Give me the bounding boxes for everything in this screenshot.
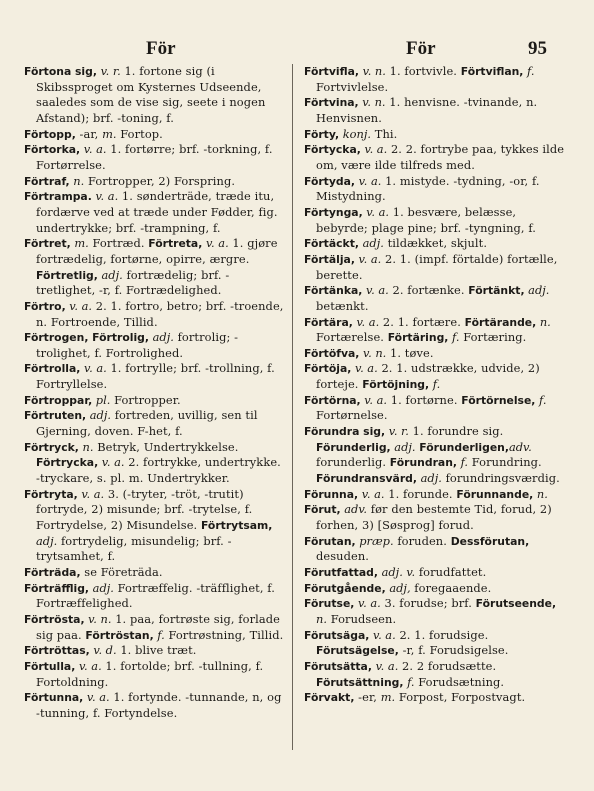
headword: Förundransvärd,	[316, 472, 417, 486]
definition-text: foregaaende.	[410, 580, 492, 595]
definition-text: 2. 1. udstrække, udvide, 2) forteje.	[316, 361, 540, 392]
definition-text: 2. 2 forudsætte.	[398, 658, 497, 673]
dictionary-entry	[304, 596, 568, 627]
definition-text: Forpost, Forpostvagt.	[395, 690, 526, 705]
definition-text: 1. mistyde. -tydning, -or, f. Mistydning.	[316, 173, 540, 204]
definition-text: 1. forundre sig.	[408, 424, 504, 439]
headword: Förtröttas,	[24, 644, 90, 658]
headword: Förtöja,	[304, 362, 352, 376]
dictionary-entry	[304, 690, 568, 706]
page-header	[0, 38, 594, 62]
dictionary-entry	[304, 127, 568, 143]
definition-text: 1. forunde.	[384, 486, 457, 501]
definition-text: Fortrøstning, Tillid.	[164, 627, 284, 642]
headword: Förundran,	[389, 456, 457, 470]
grammar-label: v. a.	[91, 189, 119, 204]
grammar-label: v. a.	[369, 627, 396, 642]
grammar-label: v. a.	[80, 361, 107, 376]
grammar-label: v. a.	[360, 392, 388, 407]
grammar-label: adj.	[358, 236, 384, 251]
headword: Förtorka,	[24, 143, 81, 157]
headword: Förtöfva,	[304, 346, 360, 360]
grammar-label: præp.	[355, 533, 394, 548]
dictionary-entry	[24, 690, 288, 721]
headword: Förtretlig,	[36, 268, 98, 282]
grammar-label: f.	[429, 377, 441, 392]
definition-text: 1. gjøre fortrædelig, fortørne, opirre, ærgre.	[36, 236, 278, 266]
dictionary-entry	[24, 440, 288, 487]
headword: Förtrycka,	[36, 456, 99, 470]
headword: Förtörnelse,	[461, 393, 536, 407]
definition-text: fortreden, uvillig, sen til Gjerning, doven. F-het, f.	[36, 408, 258, 439]
grammar-label: n.	[69, 173, 85, 188]
dictionary-entry	[24, 393, 288, 409]
headword: Förtulla,	[24, 659, 76, 673]
dictionary-entry	[304, 95, 568, 126]
dictionary-entry	[304, 283, 568, 314]
dictionary-entry	[24, 189, 288, 236]
headword: Förtviflan,	[460, 65, 524, 78]
definition-text: betænkt.	[316, 298, 369, 313]
running-head-left: För	[146, 38, 176, 59]
grammar-label: adj.	[86, 408, 111, 423]
definition-text: 2. 1. fortro, betro; brf. -troende, n. Fortroende, Tillid.	[36, 298, 284, 329]
grammar-label: v. a.	[83, 690, 110, 705]
dictionary-entry	[24, 127, 288, 143]
dictionary-entry	[24, 408, 288, 439]
definition-text: Thi.	[371, 126, 398, 141]
definition-text: Fortvivlelse.	[316, 79, 389, 94]
definition-text: Betryk, Undertrykkelse.	[93, 439, 239, 454]
grammar-label: adv.	[508, 439, 532, 454]
grammar-label: v. a.	[354, 251, 382, 266]
definition-text: 1. sønderträde, træde itu, fordærve ved at træde under Fødder, fig. undertrykke; brf. -trampning, f.	[36, 189, 278, 235]
definition-text: Fortropper.	[110, 392, 181, 407]
headword: Förtreta,	[148, 237, 203, 251]
definition-text: forudfattet.	[415, 565, 487, 579]
dictionary-entry	[24, 142, 288, 173]
grammar-label: adj.	[36, 533, 58, 548]
definition-text: 1. besvære, belæsse, bebyrde; plage pine; brf. -tyngning, f.	[316, 204, 536, 235]
headword: Förtälja,	[304, 252, 355, 266]
headword: Förundra sig,	[304, 425, 386, 439]
running-head-right: För	[406, 38, 436, 59]
grammar-label: f.	[448, 330, 460, 345]
grammar-label: v. a.	[202, 236, 229, 251]
headword: Förtrampa.	[24, 190, 92, 204]
grammar-label: adj.	[524, 283, 550, 298]
grammar-label: v. n.	[84, 611, 112, 626]
dictionary-entry	[304, 534, 568, 565]
dictionary-entry	[24, 659, 288, 690]
grammar-label: v. a.	[65, 298, 93, 313]
grammar-label: m.	[380, 690, 396, 705]
grammar-label: v. a.	[362, 204, 390, 219]
definition-text: 1. paa, fortrøste sig, forlade sig paa.	[36, 611, 280, 642]
definition-text: 1. fortolde; brf. -tullning, f. Fortoldning.	[36, 658, 264, 689]
grammar-label: adj.	[89, 580, 114, 595]
headword: Förtrösta,	[24, 612, 85, 626]
grammar-label: m.	[102, 126, 117, 141]
headword: Förutsätta,	[304, 659, 372, 673]
grammar-label: v. r.	[96, 64, 121, 78]
headword: Förtruten,	[24, 409, 87, 423]
definition-text: Fortræd.	[88, 236, 149, 251]
headword: Förtret,	[24, 237, 71, 251]
definition-text: forundringsværdig.	[441, 471, 560, 486]
grammar-label: f.	[523, 64, 535, 78]
grammar-label: v. a.	[355, 173, 382, 188]
headword: Förtvifla,	[304, 65, 359, 78]
grammar-label: v. a.	[360, 142, 388, 157]
definition-text: Fortræffelig. -träfflighet, f. Fortræffelighed.	[36, 580, 275, 611]
headword: Förutsäga,	[304, 628, 370, 642]
headword: Dessförutan,	[450, 534, 530, 548]
headword: Förutse,	[304, 597, 355, 611]
headword: Förtryta,	[24, 487, 78, 501]
headword: Förty,	[304, 127, 340, 141]
definition-text: foruden.	[393, 533, 451, 548]
dictionary-entry	[304, 236, 568, 252]
grammar-label: v. a.	[358, 486, 385, 501]
grammar-label: v. d.	[89, 643, 117, 658]
right-column	[304, 64, 568, 706]
definition-text: 1. fortørre; brf. -torkning, f. Fortørrelse.	[36, 142, 273, 172]
grammar-label: adv.	[340, 502, 368, 517]
grammar-label: adj.	[390, 439, 416, 454]
definition-text: Fortærelse.	[316, 330, 388, 345]
grammar-label: v. a.	[351, 361, 378, 376]
grammar-label: f.	[403, 674, 415, 689]
grammar-label: adj.	[149, 330, 174, 345]
definition-text: 1. fortynde. -tunnande, n, og -tunning, f. Fortyndelse.	[36, 690, 282, 720]
definition-text: 2. 1. fortære.	[379, 314, 465, 329]
headword: Förtona sig,	[24, 65, 97, 78]
grammar-label: pl.	[92, 392, 111, 407]
definition-text: 2. fortrykke, undertrykke. -tryckare, s. pl. m. Undertrykker.	[36, 455, 281, 486]
definition-text: Forudseen.	[326, 611, 397, 626]
grammar-label: v. n.	[359, 345, 387, 360]
dictionary-entry	[24, 330, 288, 361]
grammar-label: n.	[533, 486, 548, 501]
headword: Förtunna,	[24, 691, 84, 705]
headword: Förtryck,	[24, 440, 79, 454]
definition-text: fortrolig; -trolighet, f. Fortrolighed.	[36, 330, 239, 360]
grammar-label: v. a.	[98, 455, 125, 470]
dictionary-entry	[304, 393, 568, 424]
headword: Förträfflig,	[24, 581, 90, 595]
grammar-label: v. a.	[352, 314, 380, 329]
grammar-label: f.	[456, 455, 469, 470]
dictionary-entry	[304, 142, 568, 173]
grammar-label: v. a.	[362, 283, 389, 298]
headword: Förtrolla,	[24, 362, 81, 376]
grammar-label: v. a.	[77, 486, 105, 501]
dictionary-entry	[304, 487, 568, 503]
headword: Förtäckt,	[304, 237, 359, 251]
grammar-label: m.	[70, 236, 89, 251]
dictionary-entry	[24, 565, 288, 581]
definition-text: -er,	[354, 690, 381, 705]
headword: Förtära,	[304, 315, 353, 329]
headword: Förutsättning,	[316, 675, 404, 689]
definition-text: 2. 1. forudsige.	[395, 627, 489, 642]
grammar-label: adj,	[385, 580, 411, 595]
headword: Förut,	[304, 503, 341, 517]
headword: Förtopp,	[24, 127, 76, 141]
dictionary-entry	[304, 361, 568, 392]
grammar-label: n.	[536, 314, 551, 329]
headword: Förutseende,	[475, 597, 557, 611]
headword: Förutan,	[304, 534, 356, 548]
dictionary-entry	[24, 361, 288, 392]
dictionary-entry	[304, 205, 568, 236]
definition-text: 1. tøve.	[386, 345, 434, 360]
headword: Förtvina,	[304, 96, 359, 110]
headword: Förtänka,	[304, 284, 363, 298]
grammar-label: adj. v.	[377, 565, 416, 579]
grammar-label: adj.	[97, 267, 123, 282]
grammar-label: konj.	[339, 126, 372, 141]
dictionary-entry	[24, 612, 288, 643]
headword: Förtroppar,	[24, 393, 93, 407]
headword: Förunna,	[304, 487, 359, 501]
headword: Förtraf,	[24, 174, 70, 188]
definition-text: Fortæring.	[459, 330, 527, 345]
grammar-label: v. a.	[354, 596, 381, 611]
definition-text: se Företräda.	[80, 565, 163, 579]
column-divider	[292, 64, 293, 750]
definition-text: 1. blive træt.	[116, 643, 197, 658]
grammar-label: v. a.	[371, 658, 399, 673]
dictionary-entry	[24, 174, 288, 190]
headword: Förunnande,	[456, 487, 534, 501]
definition-text: Fortørnelse.	[316, 408, 388, 423]
dictionary-entry	[24, 487, 288, 565]
definition-text: tildækket, skjult.	[383, 236, 488, 251]
headword: Förtyda,	[304, 174, 355, 188]
dictionary-entry	[304, 346, 568, 362]
definition-text: 3. forudse; brf.	[380, 596, 476, 611]
headword: Förtänkt,	[468, 284, 525, 298]
dictionary-entry	[24, 643, 288, 659]
headword: Förtärande,	[464, 315, 537, 329]
definition-text: 2. 1. (impf. förtalde) fortælle, berette.	[316, 251, 558, 282]
headword: Förtröstan,	[85, 628, 154, 642]
headword: Förtynga,	[304, 205, 363, 219]
headword: Förvakt,	[304, 691, 355, 705]
dictionary-entry	[304, 174, 568, 205]
grammar-label: v. n.	[358, 64, 386, 78]
grammar-label: v. n.	[358, 95, 386, 110]
dictionary-entry	[24, 299, 288, 330]
definition-text: Forundring.	[468, 455, 542, 470]
definition-text: før den bestemte Tid, forud, 2) forhen, 3) [Søsprog] forud.	[316, 502, 552, 533]
dictionary-entry	[304, 581, 568, 597]
definition-text: desuden.	[316, 549, 370, 564]
definition-text: 1. fortørne.	[387, 392, 462, 407]
dictionary-entry	[304, 502, 568, 533]
headword: Förunderlig,	[316, 440, 391, 454]
definition-text: fortrydelig, misundelig; brf. -trytsamhet, f.	[36, 533, 232, 564]
headword: Förutfattad,	[304, 566, 378, 579]
page-number: 95	[528, 38, 547, 59]
dictionary-entry	[24, 236, 288, 299]
grammar-label: v. r.	[385, 424, 409, 439]
dictionary-entry	[24, 581, 288, 612]
grammar-label: v. a.	[80, 142, 107, 157]
definition-text: 1. fortone sig (i Skibssproget om Kysternes Udseende, saaledes som de vise sig, seete i nogen Afstand); brf. -toning, f.	[36, 64, 266, 125]
grammar-label: n.	[316, 611, 327, 626]
definition-text: 1. henvisne. -tvinande, n. Henvisnen.	[316, 95, 538, 125]
headword: Förtrogen, Förtrolig,	[24, 331, 149, 345]
headword: Förtöjning,	[362, 378, 430, 392]
dictionary-entry	[304, 252, 568, 283]
definition-text: -r, f. Forudsigelse.	[398, 643, 509, 658]
headword: Förtro,	[24, 299, 66, 313]
definition-text: 2. 2. fortrybe paa, tykkes ilde om, være ilde tilfreds med.	[316, 142, 565, 172]
grammar-label: f.	[153, 627, 165, 642]
dictionary-entry	[304, 315, 568, 346]
dictionary-entry	[304, 659, 568, 690]
grammar-label: adj.	[416, 471, 442, 486]
headword: Förtycka,	[304, 143, 361, 157]
headword: Förutsägelse,	[316, 644, 399, 658]
dictionary-entry	[304, 628, 568, 659]
definition-text: fortrædelig; brf. -tretlighet, -r, f. Fortrædelighed.	[36, 267, 230, 298]
definition-text: 1. fortvivle.	[385, 64, 461, 78]
grammar-label: n.	[78, 439, 94, 454]
headword: Förutgående,	[304, 581, 386, 595]
dictionary-entry	[24, 64, 288, 127]
dictionary-entry	[304, 64, 568, 95]
definition-text: -ar,	[75, 126, 103, 141]
definition-text: Fortop.	[116, 126, 163, 141]
dictionary-entry	[304, 424, 568, 487]
definition-text: forunderlig.	[316, 455, 390, 470]
definition-text: 1. fortrylle; brf. -trollning, f. Fortryllelse.	[36, 361, 275, 392]
headword: Förtörna,	[304, 393, 361, 407]
dictionary-entry	[304, 565, 568, 581]
definition-text: 3. (-tryter, -tröt, -trutit) fortryde, 2) misunde; brf. -trytelse, f. Fortrydelse, 2) Misundelse.	[36, 486, 253, 533]
left-column	[24, 64, 288, 722]
headword: Förtäring,	[387, 331, 449, 345]
definition-text: Fortropper, 2) Forspring.	[84, 173, 236, 188]
grammar-label: f.	[535, 392, 547, 407]
grammar-label: v. a.	[75, 658, 102, 673]
headword: Förtrytsam,	[200, 519, 273, 533]
definition-text: Forudsætning.	[414, 674, 505, 689]
headword: Förträda,	[24, 566, 81, 579]
definition-text: 2. fortænke.	[388, 283, 469, 298]
headword: Förunderligen,	[415, 440, 509, 454]
